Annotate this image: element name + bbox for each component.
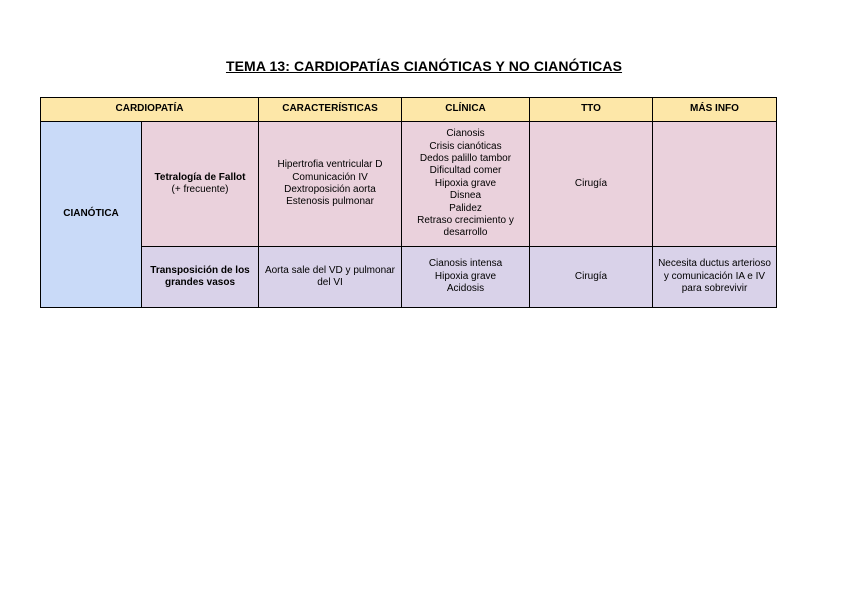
tto-cell: Cirugía (530, 247, 653, 308)
list-item: Acidosis (446, 283, 485, 295)
cardiopathy-note: (+ frecuente) (171, 184, 229, 195)
mas-info-cell (653, 247, 777, 308)
list-item: Dificultad comer (429, 165, 502, 177)
clinica-cell (402, 247, 530, 308)
table-row (41, 122, 777, 247)
list-item: Crisis cianóticas (429, 140, 502, 152)
page-title: TEMA 13: CARDIOPATÍAS CIANÓTICAS Y NO CIANÓTICAS (225, 58, 623, 74)
list-item: Cianosis (446, 128, 485, 140)
list-item: Estenosis pulmonar (286, 196, 374, 208)
list-item: Comunicación IV (292, 171, 368, 183)
list-item: Retraso crecimiento y desarrollo (417, 215, 514, 239)
category-cell: CIANÓTICA (41, 122, 142, 308)
mas-info-cell (653, 122, 777, 247)
list-item: Palidez (449, 202, 482, 214)
list-item: Hipoxia grave (434, 177, 497, 189)
list-item: Dextroposición aorta (284, 184, 376, 195)
list-item: Necesita ductus arterioso y comunicación IA e IV para sobrevivir (658, 258, 771, 295)
list-item: Aorta sale del VD y pulmonar del VI (264, 264, 396, 288)
list-item: Cianosis intensa (428, 258, 503, 270)
cardiopathy-name: Transposición de los grandes vasos (150, 264, 250, 288)
tto-cell: Cirugía (530, 122, 653, 247)
cardiopathy-name-cell (142, 122, 259, 247)
cardiopathy-table (40, 97, 777, 308)
list-item: Hipertrofia ventricular D (277, 159, 383, 171)
header-clinica: CLÍNICA (402, 98, 530, 122)
list-item: Dedos palillo tambor (419, 152, 512, 164)
table-row (41, 247, 777, 308)
cardiopathy-name-cell (142, 247, 259, 308)
header-cardiopatia: CARDIOPATÍA (41, 98, 259, 122)
table-header-row (41, 98, 777, 122)
list-item: Hipoxia grave (434, 270, 497, 282)
caracteristicas-cell (259, 122, 402, 247)
header-mas-info: MÁS INFO (653, 98, 777, 122)
list-item: Disnea (449, 190, 482, 202)
cardiopathy-name: Tetralogía de Fallot (154, 171, 246, 183)
clinica-cell (402, 122, 530, 247)
header-tto: TTO (530, 98, 653, 122)
header-caracteristicas: CARACTERÍSTICAS (259, 98, 402, 122)
caracteristicas-cell (259, 247, 402, 308)
